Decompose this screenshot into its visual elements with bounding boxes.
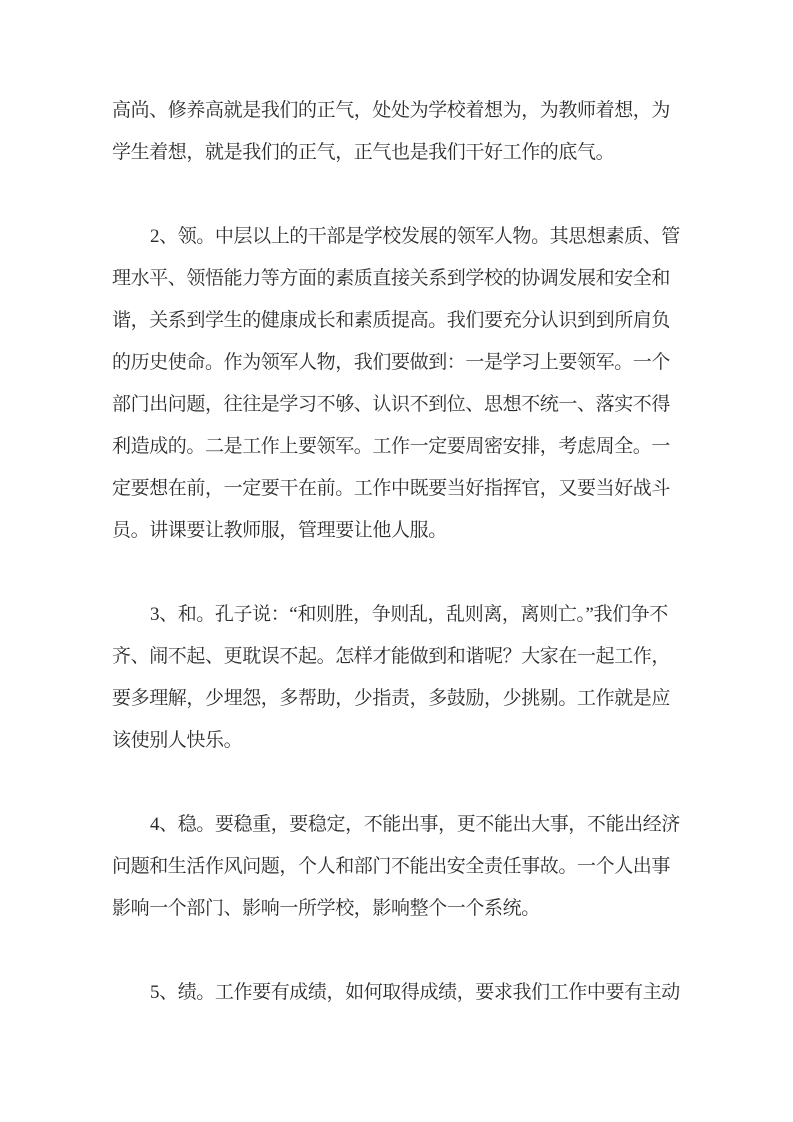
text-line: 3、和。孔子说：“和则胜，争则乱，乱则离，离则亡。”我们争不 bbox=[150, 604, 668, 625]
text-line: 员。讲课要让教师服，管理要让他人服。 bbox=[112, 520, 447, 541]
paragraph bbox=[112, 972, 688, 1014]
text-line: 高尚、修养高就是我们的正气，处处为学校着想为，为教师着想，为 bbox=[112, 100, 671, 121]
text-line: 4、稳。要稳重，要稳定，不能出事，更不能出大事，不能出经济 bbox=[150, 814, 680, 835]
paragraph bbox=[112, 594, 688, 762]
paragraph bbox=[112, 804, 688, 930]
text-line: 利造成的。二是工作上要领军。工作一定要周密安排，考虑周全。一 bbox=[112, 436, 671, 457]
paragraph bbox=[112, 90, 688, 174]
text-line: 问题和生活作风问题，个人和部门不能出安全责任事故。一个人出事 bbox=[112, 856, 671, 877]
text-line: 齐、闹不起、更耽误不起。怎样才能做到和谐呢？大家在一起工作， bbox=[112, 646, 671, 667]
text-line: 2、领。中层以上的干部是学校发展的领军人物。其思想素质、管 bbox=[150, 226, 680, 247]
text-line: 谐，关系到学生的健康成长和素质提高。我们要充分认识到到所肩负 bbox=[112, 310, 671, 331]
text-line: 定要想在前，一定要干在前。工作中既要当好指挥官，又要当好战斗 bbox=[112, 478, 671, 499]
text-line: 该使别人快乐。 bbox=[112, 730, 243, 751]
text-line: 的历史使命。作为领军人物，我们要做到：一是学习上要领军。一个 bbox=[112, 352, 671, 373]
text-line: 理水平、领悟能力等方面的素质直接关系到学校的协调发展和安全和 bbox=[112, 268, 671, 289]
paragraph bbox=[112, 216, 688, 552]
text-line: 5、绩。工作要有成绩，如何取得成绩，要求我们工作中要有主动 bbox=[150, 982, 680, 1003]
text-line: 影响一个部门、影响一所学校，影响整个一个系统。 bbox=[112, 898, 540, 919]
text-line: 要多理解，少埋怨，多帮助，少指责，多鼓励，少挑剔。工作就是应 bbox=[112, 688, 671, 709]
text-line: 部门出问题，往往是学习不够、认识不到位、思想不统一、落实不得 bbox=[112, 394, 671, 415]
text-line: 学生着想，就是我们的正气，正气也是我们干好工作的底气。 bbox=[112, 142, 615, 163]
